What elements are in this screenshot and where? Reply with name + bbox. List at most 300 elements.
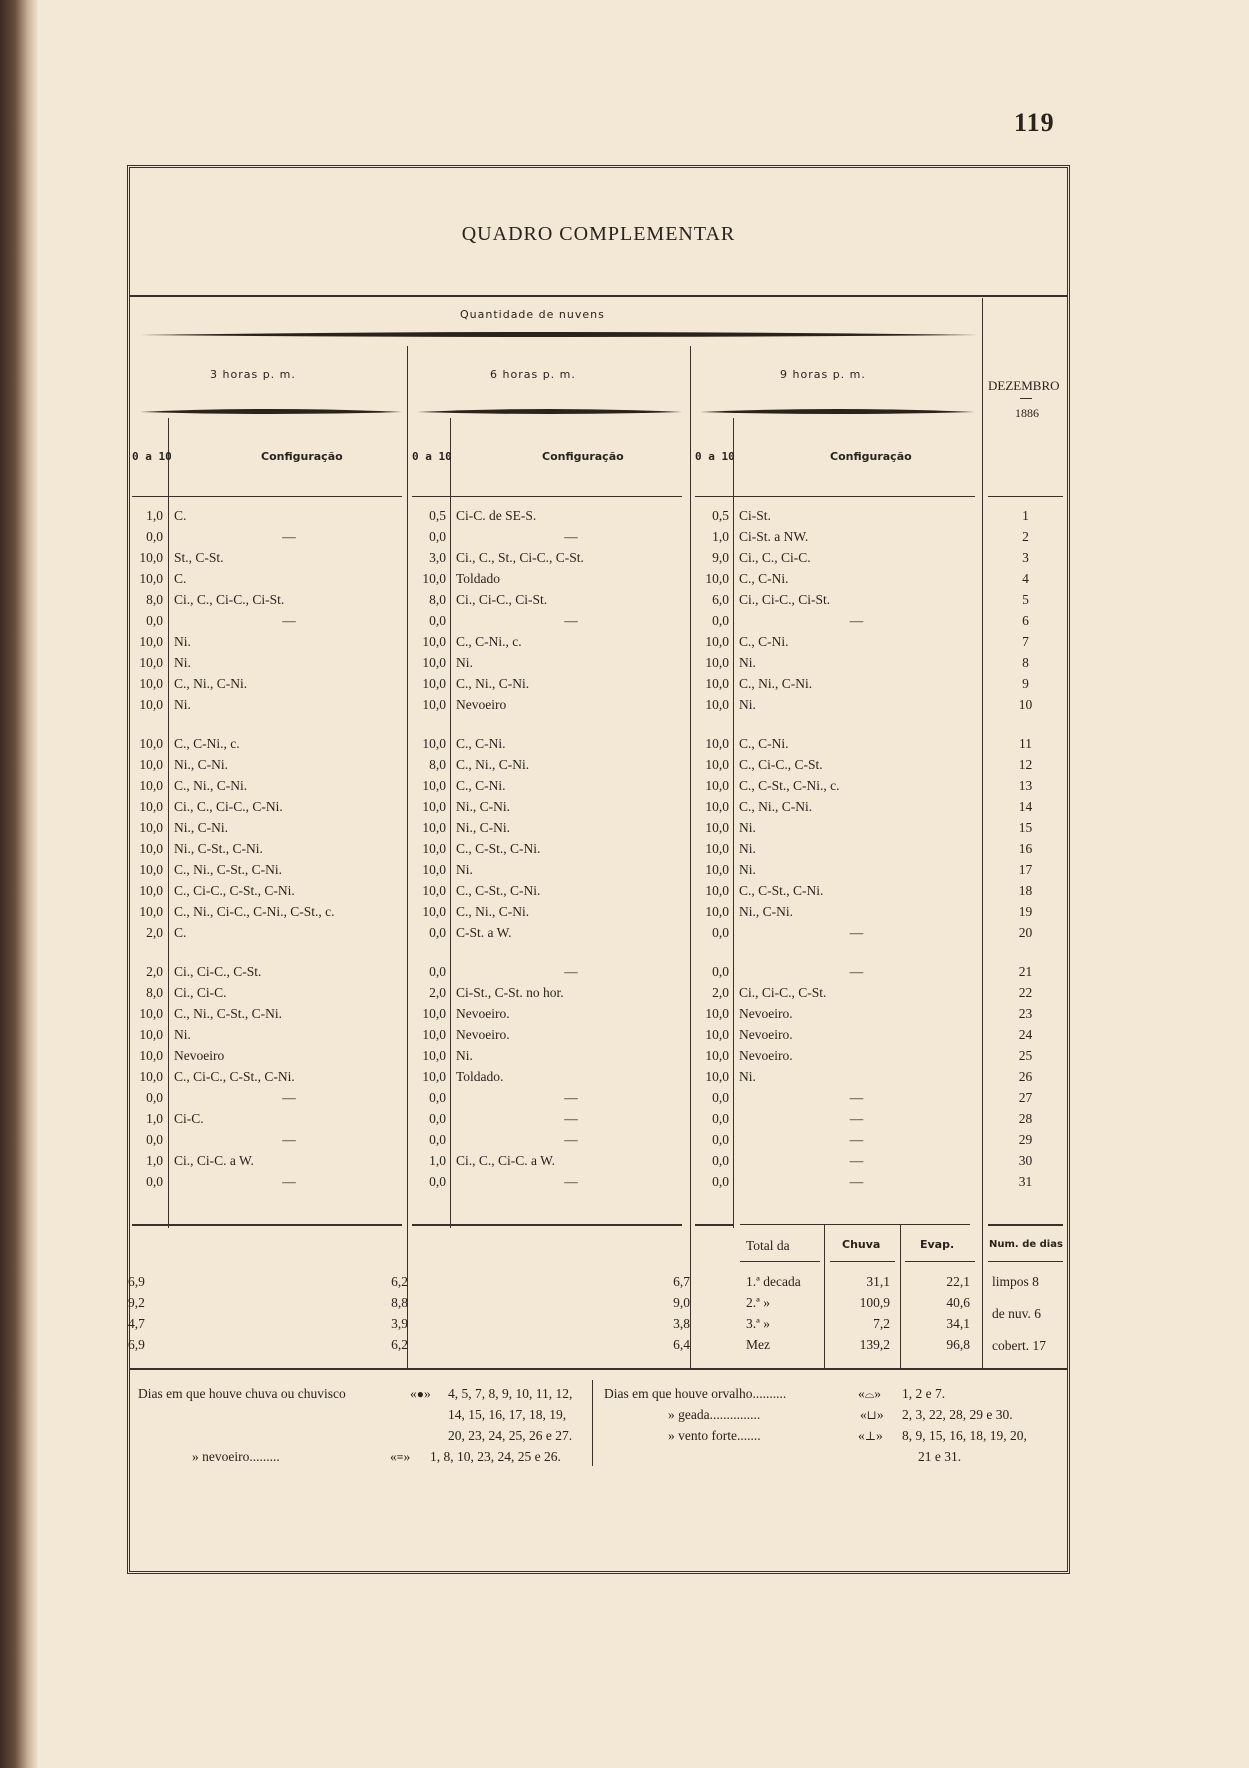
- avg-3pm: 4,7: [128, 1316, 145, 1331]
- table-row: [130, 736, 1067, 757]
- config-9pm: —: [849, 964, 864, 979]
- chuva-days-label: Dias em que houve chuva ou chuvisco: [138, 1386, 346, 1401]
- cloud-9pm: 1,0: [712, 529, 729, 544]
- table-row: [130, 1027, 1067, 1048]
- avg-3pm: 6,9: [128, 1337, 145, 1352]
- cloud-9pm: 10,0: [705, 883, 729, 898]
- chuva-value: 139,2: [859, 1337, 890, 1352]
- cloud-6pm: 10,0: [422, 862, 446, 877]
- col-config-3pm: Configuração: [261, 450, 343, 463]
- cloud-6pm: 3,0: [429, 550, 446, 565]
- config-6pm: Ni., C-Ni.: [456, 799, 510, 814]
- year-label: 1886: [1015, 406, 1039, 420]
- cloud-9pm: 10,0: [705, 841, 729, 856]
- config-6pm: —: [564, 1111, 578, 1126]
- evap-label: Evap.: [920, 1238, 955, 1251]
- cloud-9pm: 9,0: [712, 550, 729, 565]
- config-3pm: C., Ni., C-St., C-Ni.: [174, 1006, 283, 1021]
- config-3pm: Ci., Ci-C., C-St.: [174, 964, 262, 979]
- cloud-6pm: 10,0: [422, 883, 446, 898]
- cloud-6pm: 10,0: [422, 634, 446, 649]
- header-ornament: [140, 331, 978, 339]
- cloud-9pm: 10,0: [705, 904, 729, 919]
- config-9pm: Ni.: [739, 655, 756, 670]
- table-row: [130, 1153, 1067, 1174]
- cloud-3pm: 10,0: [139, 799, 163, 814]
- config-3pm: Ci., C., Ci-C., C-Ni.: [174, 799, 283, 814]
- config-6pm: C-St. a W.: [456, 925, 512, 940]
- cloud-6pm: 0,0: [429, 964, 446, 979]
- day-number: 15: [1018, 820, 1033, 835]
- config-9pm: Ni.: [739, 841, 756, 856]
- table-row: [130, 862, 1067, 883]
- cloud-3pm: 10,0: [139, 634, 163, 649]
- day-number: 21: [1018, 964, 1033, 979]
- cloud-6pm: 0,0: [429, 1090, 446, 1105]
- config-9pm: Ci-St. a NW.: [739, 529, 809, 544]
- config-3pm: C.: [174, 925, 187, 940]
- cloud-6pm: 10,0: [422, 778, 446, 793]
- cloud-9pm: 10,0: [705, 820, 729, 835]
- day-number: 16: [1018, 841, 1033, 856]
- cloud-6pm: 0,0: [429, 613, 446, 628]
- config-6pm: Ci., C., Ci-C. a W.: [456, 1153, 556, 1168]
- table-row: [130, 529, 1067, 550]
- cloud-3pm: 0,0: [146, 613, 163, 628]
- table-row: [130, 925, 1067, 946]
- table-row: [130, 820, 1067, 841]
- config-9pm: C., Ni., C-Ni.: [739, 676, 813, 691]
- cloud-9pm: 0,0: [712, 613, 729, 628]
- cloud-3pm: 10,0: [139, 778, 163, 793]
- cloud-9pm: 10,0: [705, 862, 729, 877]
- avg-6pm: 6,2: [391, 1337, 408, 1352]
- chuva-value: 7,2: [873, 1316, 890, 1331]
- config-3pm: C., Ni., C-Ni.: [174, 778, 248, 793]
- config-3pm: St., C-St.: [174, 550, 224, 565]
- config-6pm: C., Ni., C-Ni.: [456, 757, 530, 772]
- month-label: DEZEMBRO: [988, 378, 1060, 393]
- table-row: [130, 508, 1067, 529]
- config-9pm: —: [849, 1111, 864, 1126]
- chuva-value: 100,9: [859, 1295, 890, 1310]
- cloud-9pm: 10,0: [705, 1027, 729, 1042]
- cloud-9pm: 10,0: [705, 1069, 729, 1084]
- config-3pm: —: [282, 1132, 296, 1147]
- day-number: 2: [1022, 529, 1029, 544]
- cloud-9pm: 0,0: [712, 925, 729, 940]
- cloud-3pm: 10,0: [139, 862, 163, 877]
- config-6pm: —: [564, 1132, 578, 1147]
- col-scale-6pm: 0 a 10: [412, 450, 452, 463]
- avg-9pm: 3,8: [673, 1316, 690, 1331]
- cloud-6pm: 1,0: [429, 1153, 446, 1168]
- day-number: 10: [1018, 697, 1033, 712]
- config-9pm: —: [849, 1174, 864, 1189]
- config-9pm: C., C-St., C-Ni.: [739, 883, 824, 898]
- config-6pm: —: [564, 964, 578, 979]
- config-9pm: Ci., C., Ci-C.: [739, 550, 811, 565]
- cloud-3pm: 10,0: [139, 1027, 163, 1042]
- total-label: Total da: [746, 1238, 790, 1253]
- table-row: [130, 778, 1067, 799]
- table-row: [130, 550, 1067, 571]
- vento-days-1: 8, 9, 15, 16, 18, 19, 20,: [902, 1428, 1027, 1443]
- cloud-9pm: 0,0: [712, 1111, 729, 1126]
- config-6pm: Ni.: [456, 655, 473, 670]
- config-6pm: C., Ni., C-Ni.: [456, 904, 530, 919]
- config-3pm: C.: [174, 571, 187, 586]
- day-number: 14: [1018, 799, 1033, 814]
- avg-9pm: 6,4: [673, 1337, 690, 1352]
- config-9pm: Ni., C-Ni.: [739, 904, 793, 919]
- cloud-3pm: 10,0: [139, 550, 163, 565]
- table-row: [130, 841, 1067, 862]
- config-3pm: Nevoeiro: [174, 1048, 225, 1063]
- config-6pm: Nevoeiro.: [456, 1027, 510, 1042]
- col-config-9pm: Configuração: [830, 450, 912, 463]
- cloud-3pm: 10,0: [139, 841, 163, 856]
- cloud-3pm: 10,0: [139, 883, 163, 898]
- day-number: 1: [1022, 508, 1029, 523]
- config-9pm: Ni.: [739, 862, 756, 877]
- day-number: 20: [1018, 925, 1033, 940]
- config-6pm: —: [564, 1090, 578, 1105]
- config-3pm: Ci-C.: [174, 1111, 204, 1126]
- vento-days-2: 21 e 31.: [918, 1449, 962, 1464]
- config-3pm: Ni., C-Ni.: [174, 757, 228, 772]
- dew-icon: «⌓»: [858, 1386, 881, 1401]
- table-row: [130, 1111, 1067, 1132]
- day-number: 7: [1022, 634, 1029, 649]
- day-number: 17: [1018, 862, 1033, 877]
- cloud-3pm: 10,0: [139, 736, 163, 751]
- table-row: [130, 1006, 1067, 1027]
- cloud-6pm: 10,0: [422, 820, 446, 835]
- table-row: [130, 799, 1067, 820]
- day-number: 30: [1018, 1153, 1033, 1168]
- config-9pm: Nevoeiro.: [739, 1027, 793, 1042]
- cloud-6pm: 0,0: [429, 1111, 446, 1126]
- config-9pm: Nevoeiro.: [739, 1048, 793, 1063]
- config-3pm: C., Ni., Ci-C., C-Ni., C-St., c.: [174, 904, 335, 919]
- day-number: 5: [1022, 592, 1029, 607]
- config-3pm: —: [282, 1174, 296, 1189]
- config-6pm: Ni.: [456, 862, 473, 877]
- cloud-9pm: 10,0: [705, 1006, 729, 1021]
- config-6pm: C., C-St., C-Ni.: [456, 883, 541, 898]
- config-3pm: C., Ci-C., C-St., C-Ni.: [174, 883, 295, 898]
- table-row: [130, 1048, 1067, 1069]
- config-3pm: Ni.: [174, 634, 191, 649]
- config-3pm: Ni., C-Ni.: [174, 820, 228, 835]
- config-6pm: Ni., C-Ni.: [456, 820, 510, 835]
- table-row: [130, 1090, 1067, 1111]
- cloud-9pm: 10,0: [705, 757, 729, 772]
- cloud-9pm: 10,0: [705, 778, 729, 793]
- cloud-6pm: 10,0: [422, 1069, 446, 1084]
- cloud-6pm: 10,0: [422, 571, 446, 586]
- table-row: [130, 964, 1067, 985]
- cloud-6pm: 0,0: [429, 1174, 446, 1189]
- period-9pm: 9 horas p. m.: [780, 368, 866, 381]
- config-9pm: Ni.: [739, 697, 756, 712]
- config-9pm: Nevoeiro.: [739, 1006, 793, 1021]
- config-3pm: —: [282, 529, 296, 544]
- cloud-9pm: 0,0: [712, 1153, 729, 1168]
- avg-6pm: 8,8: [391, 1295, 408, 1310]
- cloud-9pm: 10,0: [705, 697, 729, 712]
- config-3pm: Ci., Ci-C. a W.: [174, 1153, 254, 1168]
- cloud-9pm: 10,0: [705, 799, 729, 814]
- config-6pm: —: [564, 1174, 578, 1189]
- config-3pm: —: [282, 1090, 296, 1105]
- avg-9pm: 9,0: [673, 1295, 690, 1310]
- config-3pm: C., Ni., C-Ni.: [174, 676, 248, 691]
- cloud-3pm: 1,0: [146, 508, 163, 523]
- summary-period: Mez: [746, 1337, 770, 1352]
- wind-icon: «⊥»: [858, 1428, 883, 1443]
- day-number: 25: [1018, 1048, 1033, 1063]
- cloud-6pm: 10,0: [422, 1048, 446, 1063]
- config-3pm: Ni.: [174, 655, 191, 670]
- cloud-9pm: 6,0: [712, 592, 729, 607]
- cloud-9pm: 10,0: [705, 571, 729, 586]
- config-9pm: C., C-Ni.: [739, 736, 789, 751]
- day-number: 11: [1019, 736, 1032, 751]
- cloud-9pm: 10,0: [705, 655, 729, 670]
- config-9pm: —: [849, 925, 864, 940]
- table-frame: [127, 165, 1070, 1574]
- nuv-count: de nuv. 6: [992, 1306, 1041, 1321]
- cloud-6pm: 10,0: [422, 697, 446, 712]
- frost-icon: «⊔»: [860, 1407, 884, 1422]
- config-6pm: —: [564, 529, 578, 544]
- cloud-9pm: 2,0: [712, 985, 729, 1000]
- cloud-6pm: 0,0: [429, 925, 446, 940]
- config-3pm: C., Ni., C-St., C-Ni.: [174, 862, 283, 877]
- cloud-3pm: 2,0: [146, 925, 163, 940]
- config-9pm: C., C-Ni.: [739, 571, 789, 586]
- config-3pm: Ni.: [174, 1027, 191, 1042]
- chuva-label: Chuva: [842, 1238, 881, 1251]
- cloud-6pm: 10,0: [422, 655, 446, 670]
- summary-period: 2.ª »: [746, 1295, 770, 1310]
- config-3pm: —: [282, 613, 296, 628]
- config-6pm: —: [564, 613, 578, 628]
- avg-6pm: 3,9: [391, 1316, 408, 1331]
- table-row: [130, 904, 1067, 925]
- config-9pm: —: [849, 1090, 864, 1105]
- config-9pm: C., C-Ni.: [739, 634, 789, 649]
- config-9pm: C., Ni., C-Ni.: [739, 799, 813, 814]
- config-3pm: Ci., C., Ci-C., Ci-St.: [174, 592, 285, 607]
- cloud-6pm: 10,0: [422, 1006, 446, 1021]
- cloud-3pm: 10,0: [139, 1006, 163, 1021]
- config-6pm: C., Ni., C-Ni.: [456, 676, 530, 691]
- config-3pm: Ni., C-St., C-Ni.: [174, 841, 263, 856]
- cloud-3pm: 0,0: [146, 1090, 163, 1105]
- config-9pm: C., Ci-C., C-St.: [739, 757, 823, 772]
- evap-value: 96,8: [946, 1337, 970, 1352]
- config-9pm: —: [849, 1132, 864, 1147]
- config-3pm: Ci., Ci-C.: [174, 985, 227, 1000]
- orvalho-days: 1, 2 e 7.: [902, 1386, 946, 1401]
- cloud-3pm: 8,0: [146, 985, 163, 1000]
- config-9pm: Ci., Ci-C., C-St.: [739, 985, 827, 1000]
- config-6pm: Ni.: [456, 1048, 473, 1063]
- avg-6pm: 6,2: [391, 1274, 408, 1289]
- table-row: [130, 634, 1067, 655]
- cloud-3pm: 10,0: [139, 676, 163, 691]
- cloud-6pm: 10,0: [422, 841, 446, 856]
- page-number: 119: [1014, 108, 1055, 137]
- summary-period: 3.ª »: [746, 1316, 770, 1331]
- cloud-6pm: 0,0: [429, 529, 446, 544]
- config-6pm: Ci., C., St., Ci-C., C-St.: [456, 550, 584, 565]
- fog-icon: «≡»: [390, 1449, 411, 1464]
- period-3pm: 3 horas p. m.: [210, 368, 296, 381]
- day-number: 13: [1018, 778, 1033, 793]
- cloud-9pm: 0,0: [712, 1132, 729, 1147]
- chuva-days-3: 20, 23, 24, 25, 26 e 27.: [448, 1428, 573, 1443]
- rain-icon: «●»: [410, 1386, 431, 1401]
- table-row: [130, 1069, 1067, 1090]
- config-9pm: —: [849, 1153, 864, 1168]
- nevoeiro-days: 1, 8, 10, 23, 24, 25 e 26.: [430, 1449, 561, 1464]
- day-number: 27: [1018, 1090, 1033, 1105]
- cloud-3pm: 10,0: [139, 697, 163, 712]
- config-3pm: C., Ci-C., C-St., C-Ni.: [174, 1069, 295, 1084]
- table-title: QUADRO COMPLEMENTAR: [461, 223, 736, 245]
- cloud-3pm: 1,0: [146, 1153, 163, 1168]
- table-row: [130, 676, 1067, 697]
- day-number: 28: [1018, 1111, 1033, 1126]
- config-9pm: Ci., Ci-C., Ci-St.: [739, 592, 831, 607]
- num-dias-label: Num. de dias: [989, 1239, 1063, 1250]
- cloud-9pm: 0,0: [712, 1090, 729, 1105]
- cloud-3pm: 10,0: [139, 571, 163, 586]
- cloud-9pm: 10,0: [705, 736, 729, 751]
- cloud-3pm: 10,0: [139, 904, 163, 919]
- cloud-6pm: 10,0: [422, 676, 446, 691]
- table-row: [130, 592, 1067, 613]
- cloud-6pm: 10,0: [422, 799, 446, 814]
- config-9pm: C., C-St., C-Ni., c.: [739, 778, 840, 793]
- day-number: 6: [1022, 613, 1029, 628]
- table-row: [130, 1132, 1067, 1153]
- cloud-6pm: 0,5: [429, 508, 446, 523]
- cloud-3pm: 1,0: [146, 1111, 163, 1126]
- section-header: Quantidade de nuvens: [460, 308, 605, 321]
- table-row: [130, 1174, 1067, 1195]
- cloud-6pm: 8,0: [429, 592, 446, 607]
- day-number: 19: [1018, 904, 1033, 919]
- cloud-3pm: 8,0: [146, 592, 163, 607]
- cloud-6pm: 0,0: [429, 1132, 446, 1147]
- cloud-9pm: 10,0: [705, 634, 729, 649]
- config-6pm: Ci-C. de SE-S.: [456, 508, 537, 523]
- day-number: 8: [1022, 655, 1029, 670]
- evap-value: 34,1: [946, 1316, 970, 1331]
- cloud-9pm: 0,0: [712, 964, 729, 979]
- table-row: [130, 571, 1067, 592]
- config-6pm: C., C-St., C-Ni.: [456, 841, 541, 856]
- table-row: [130, 883, 1067, 904]
- day-number: 26: [1018, 1069, 1033, 1084]
- config-6pm: Nevoeiro: [456, 697, 507, 712]
- day-number: 18: [1018, 883, 1033, 898]
- period-6pm: 6 horas p. m.: [490, 368, 576, 381]
- cloud-3pm: 10,0: [139, 1069, 163, 1084]
- table-row: [130, 697, 1067, 718]
- cloud-6pm: 8,0: [429, 757, 446, 772]
- cloud-3pm: 2,0: [146, 964, 163, 979]
- config-3pm: Ni.: [174, 697, 191, 712]
- geada-label: » geada...............: [668, 1407, 761, 1422]
- book-binding: [0, 0, 38, 1768]
- cloud-3pm: 10,0: [139, 757, 163, 772]
- limpos-count: limpos 8: [992, 1274, 1039, 1289]
- config-6pm: C., C-Ni.: [456, 778, 506, 793]
- config-9pm: —: [849, 613, 864, 628]
- cloud-6pm: 10,0: [422, 1027, 446, 1042]
- day-number: 24: [1018, 1027, 1033, 1042]
- summary-period: 1.ª decada: [746, 1274, 801, 1289]
- chuva-days-2: 14, 15, 16, 17, 18, 19,: [448, 1407, 567, 1422]
- avg-3pm: 9,2: [128, 1295, 145, 1310]
- cloud-3pm: 0,0: [146, 1174, 163, 1189]
- cloud-3pm: 10,0: [139, 1048, 163, 1063]
- config-9pm: Ni.: [739, 1069, 756, 1084]
- cloud-9pm: 10,0: [705, 676, 729, 691]
- day-number: 31: [1018, 1174, 1033, 1189]
- day-number: 23: [1018, 1006, 1033, 1021]
- evap-value: 40,6: [946, 1295, 970, 1310]
- chuva-days-1: 4, 5, 7, 8, 9, 10, 11, 12,: [448, 1386, 573, 1401]
- day-number: 29: [1018, 1132, 1033, 1147]
- day-number: 9: [1022, 676, 1029, 691]
- cloud-9pm: 0,5: [712, 508, 729, 523]
- table-row: [130, 655, 1067, 676]
- config-6pm: C., C-Ni.: [456, 736, 506, 751]
- day-number: 22: [1018, 985, 1033, 1000]
- col-scale-9pm: 0 a 10: [695, 450, 735, 463]
- cloud-3pm: 10,0: [139, 655, 163, 670]
- cloud-3pm: 0,0: [146, 1132, 163, 1147]
- config-6pm: Nevoeiro.: [456, 1006, 510, 1021]
- cobert-count: cobert. 17: [992, 1338, 1046, 1353]
- cloud-3pm: 0,0: [146, 529, 163, 544]
- nevoeiro-label: » nevoeiro.........: [192, 1449, 280, 1464]
- evap-value: 22,1: [946, 1274, 970, 1289]
- config-6pm: Ci-St., C-St. no hor.: [456, 985, 564, 1000]
- day-number: 12: [1018, 757, 1033, 772]
- cloud-6pm: 2,0: [429, 985, 446, 1000]
- cloud-6pm: 10,0: [422, 736, 446, 751]
- day-number: 4: [1022, 571, 1029, 586]
- config-3pm: C., C-Ni., c.: [174, 736, 240, 751]
- vento-label: » vento forte.......: [668, 1428, 761, 1443]
- config-6pm: Toldado.: [456, 1069, 504, 1084]
- table-row: [130, 757, 1067, 778]
- avg-3pm: 6,9: [128, 1274, 145, 1289]
- config-3pm: C.: [174, 508, 187, 523]
- chuva-value: 31,1: [866, 1274, 890, 1289]
- day-number: 3: [1022, 550, 1029, 565]
- cloud-6pm: 10,0: [422, 904, 446, 919]
- orvalho-label: Dias em que houve orvalho..........: [604, 1386, 787, 1401]
